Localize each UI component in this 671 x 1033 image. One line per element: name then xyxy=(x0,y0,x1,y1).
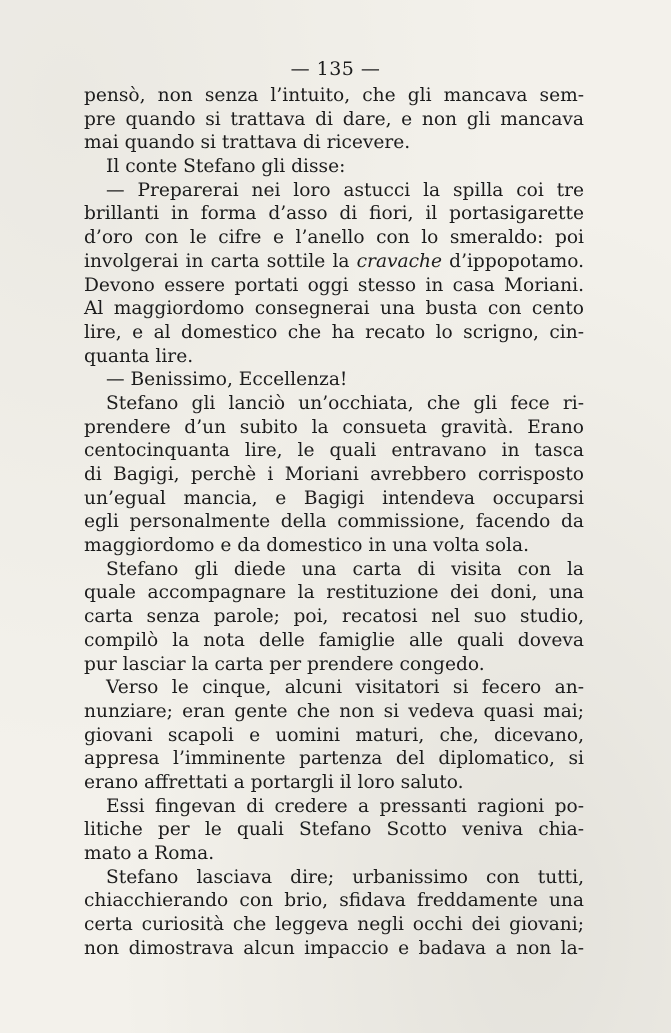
text-line: Devono essere portati oggi stesso in casa Moriani. xyxy=(84,274,584,296)
text-line: mato a Roma. xyxy=(84,843,215,864)
text-line: centocinquanta lire, le quali entravano in tasca xyxy=(84,440,584,462)
text-line: giovani scapoli e uomini maturi, che, dicevano, xyxy=(84,724,584,746)
text-line: quale accompagnare la restituzione dei doni, una xyxy=(84,582,584,604)
text-line: — Benissimo, Eccellenza! xyxy=(106,369,348,391)
text-line: chiacchierando con brio, sfidava freddamente una xyxy=(84,890,584,912)
text-line: pre quando si trattava di dare, e non gli mancava xyxy=(84,108,584,130)
text-line: d’oro con le cifre e l’anello con lo smeraldo: poi xyxy=(84,227,584,249)
text-line: egli personalmente della commissione, facendo da xyxy=(84,511,584,533)
text-line: quanta lire. xyxy=(84,345,194,367)
text-line: non dimostrava alcun impaccio e badava a non la- xyxy=(84,937,584,959)
text-line: Essi fingevan di credere a pressanti ragioni po- xyxy=(106,795,584,817)
text-line: prendere d’un subito la consueta gravità. Erano xyxy=(84,416,584,438)
page-number: — 135 — xyxy=(290,58,381,80)
text-line: Stefano lasciava dire; urbanissimo con tutti, xyxy=(106,866,584,888)
text-line: nunziare; eran gente che non si vedeva quasi mai; xyxy=(84,700,584,722)
text-line: litiche per le quali Stefano Scotto veniva chia- xyxy=(84,819,584,841)
text-line: pur lasciar la carta per prendere congedo. xyxy=(84,653,485,675)
text-line: maggiordomo e da domestico in una volta sola. xyxy=(84,535,529,557)
text-line: Verso le cinque, alcuni visitatori si fecero an- xyxy=(106,677,584,699)
text-line: Stefano gli diede una carta di visita con la xyxy=(106,558,584,580)
text-line: di Bagigi, perchè i Moriani avrebbero corrisposto xyxy=(84,464,584,485)
text-line: pensò, non senza l’intuito, che gli mancava sem- xyxy=(84,85,584,106)
text-line: appresa l’imminente partenza del diplomatico, si xyxy=(84,748,584,770)
text-line: Al maggiordomo consegnerai una busta con cento xyxy=(84,298,584,320)
text-line: Stefano gli lanciò un’occhiata, che gli fece ri- xyxy=(106,392,584,414)
text-segment: d’ippopotamo. xyxy=(442,250,584,272)
text-line: erano affrettati a portargli il loro saluto. xyxy=(84,771,464,793)
text-line: certa curiosità che leggeva negli occhi dei giovani; xyxy=(84,914,584,936)
italic-word: cravache xyxy=(356,250,443,272)
text-line: carta senza parole; poi, recatosi nel suo studio, xyxy=(84,606,584,628)
text-line: un’egual mancia, e Bagigi intendeva occuparsi xyxy=(84,487,584,509)
text-line: Il conte Stefano gli disse: xyxy=(106,156,346,178)
text-line: mai quando si trattava di ricevere. xyxy=(84,132,411,154)
body-text xyxy=(84,84,584,960)
text-line: compilò la nota delle famiglie alle quali doveva xyxy=(84,629,584,651)
text-line: — Preparerai nei loro astucci la spilla coi tre xyxy=(106,179,584,201)
text-line xyxy=(84,250,584,274)
text-line: brillanti in forma d’asso di fiori, il portasigarette xyxy=(84,203,584,225)
text-segment: involgerai in carta sottile la xyxy=(84,250,357,272)
text-line: lire, e al domestico che ha recato lo scrigno, cin- xyxy=(84,321,584,343)
